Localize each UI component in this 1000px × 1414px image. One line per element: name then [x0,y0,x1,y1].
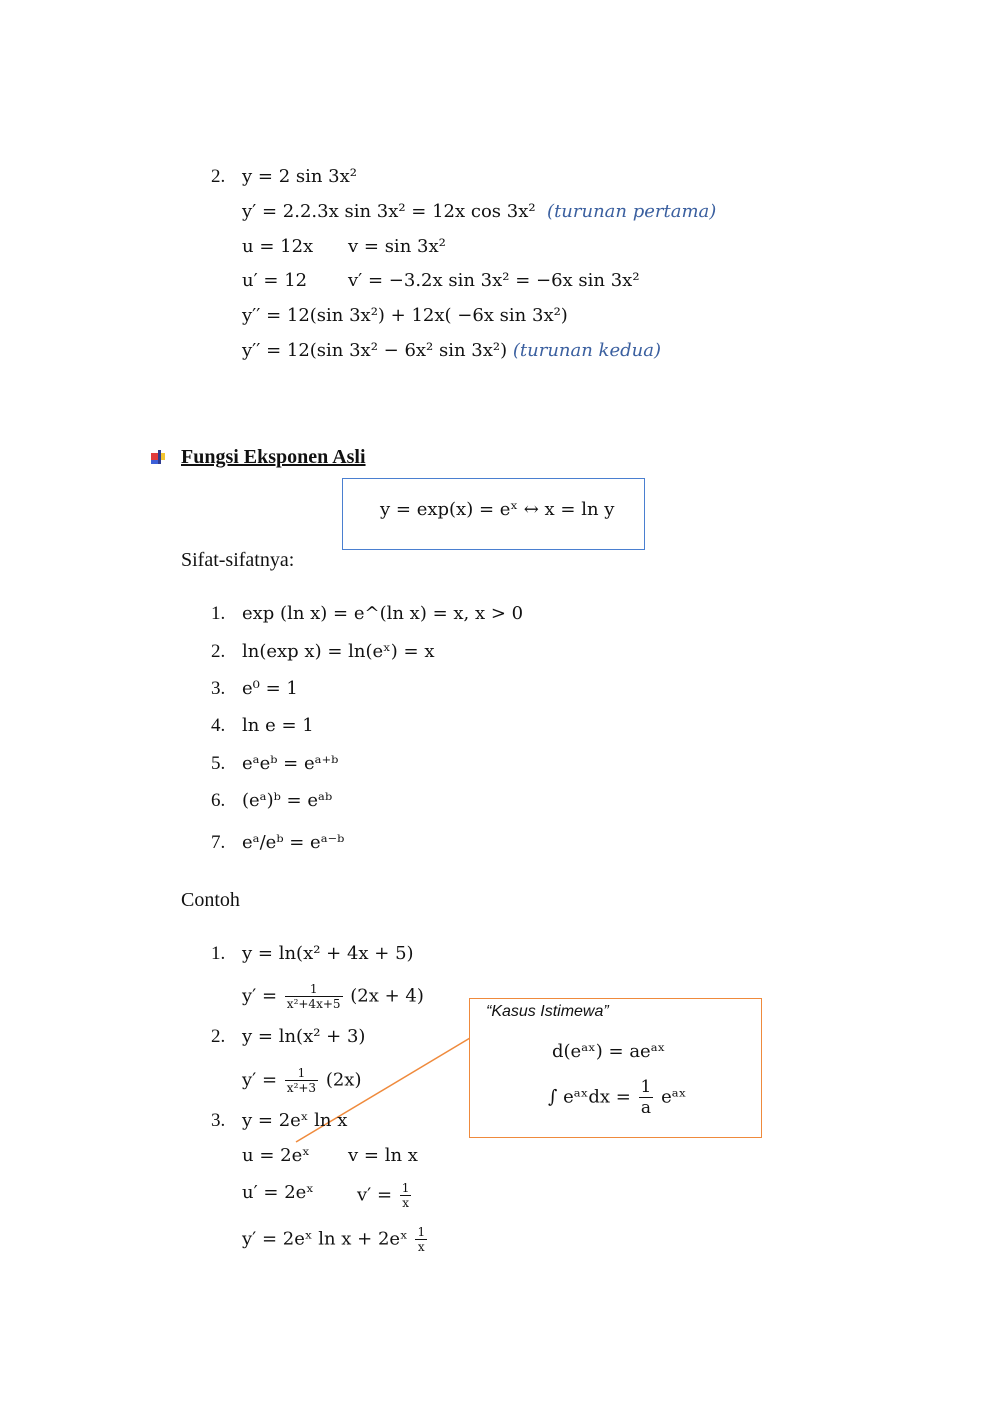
equation-line: y = ln(x² + 3) [242,1026,366,1047]
list-number: 2. [211,166,226,187]
property-item: exp (ln x) = e^(ln x) = x, x > 0 [242,603,524,624]
fraction [400,1181,412,1210]
equation-text: (2x + 4) [350,985,424,1007]
equation-text: ∫ eᵃˣdx = [548,1086,631,1108]
definition-equation: y = exp(x) = eˣ ↔ x = ln y [380,499,615,520]
property-item: e⁰ = 1 [242,678,298,699]
property-item: ln e = 1 [242,715,314,736]
examples-label: Contoh [181,889,240,911]
derivative-note: (turunan kedua) [512,340,661,361]
list-number: 2. [211,641,226,662]
equation-text: y′ = 2.2.3x sin 3x² = 12x cos 3x² [242,201,536,222]
property-item: eᵃeᵇ = eᵃ⁺ᵇ [242,753,339,774]
equation-line: v = sin 3x² [348,236,446,257]
equation-text: (2x) [325,1069,362,1091]
list-number: 5. [211,753,226,774]
equation-line: u′ = 2eˣ [242,1182,314,1203]
equation-text: v′ = [357,1184,393,1206]
property-item: eᵃ/eᵇ = eᵃ⁻ᵇ [242,832,345,853]
equation-line: y′ = $\frac{1}{\text{x²+4x+5}}$ (2x + 4) [242,982,424,1011]
equation-line: y = 2 sin 3x² [242,166,357,187]
callout-integral [548,1077,686,1118]
list-number: 3. [211,678,226,699]
list-number: 1. [211,603,226,624]
equation-line: u′ = 12 [242,270,308,291]
list-number: 2. [211,1026,226,1047]
fraction [639,1077,654,1118]
equation-line [242,1225,429,1254]
fraction-denominator: x²+3 [286,1081,317,1095]
fraction [285,982,343,1011]
property-item: ln(exp x) = ln(eˣ) = x [242,641,435,662]
list-number: 1. [211,943,226,964]
section-heading: Fungsi Eksponen Asli [181,446,366,468]
derivative-note: (turunan pertama) [547,201,717,222]
list-number: 4. [211,715,226,736]
list-number: 6. [211,790,226,811]
equation-text: y′′ = 12(sin 3x² − 6x² sin 3x²) [242,340,508,361]
fraction [285,1066,318,1095]
fraction-numerator: 1 [285,1066,318,1081]
fraction-denominator: x [402,1196,409,1210]
list-number: 3. [211,1110,226,1131]
callout-title: “Kasus Istimewa” [486,1003,609,1020]
fraction-numerator: 1 [285,982,343,997]
equation-line: y = ln(x² + 4x + 5) [242,943,414,964]
equation-line: u = 2eˣ [242,1145,310,1166]
property-item: (eᵃ)ᵇ = eᵃᵇ [242,790,333,811]
equation-line: u = 12x [242,236,314,257]
fraction-numerator: 1 [401,1181,410,1195]
fraction-numerator: 1 [640,1077,652,1097]
list-number: 7. [211,832,226,853]
equation-text: y′ = 2eˣ ln x + 2eˣ [242,1228,408,1250]
colored-square-bullet-icon [151,450,165,464]
equation-line: y′ = $\frac{1}{\text{x²+3}}$ (2x) [242,1066,362,1095]
fraction-denominator: a [640,1098,652,1118]
equation-line: v′ = −3.2x sin 3x² = −6x sin 3x² [348,270,640,291]
equation-line: y′′ = 12(sin 3x²) + 12x( −6x sin 3x²) [242,305,568,326]
equation-line [357,1181,413,1210]
equation-text: eᵃˣ [661,1086,687,1108]
callout-equation: d(eᵃˣ) = aeᵃˣ [552,1041,666,1062]
properties-label: Sifat-sifatnya: [181,549,295,571]
fraction-denominator: x [417,1240,425,1254]
equation-line: y = 2eˣ ln x [242,1110,348,1131]
equation-line: v = ln x [348,1145,418,1166]
fraction [415,1225,427,1254]
fraction-denominator: x²+4x+5 [286,997,341,1011]
fraction-numerator: 1 [417,1225,426,1239]
